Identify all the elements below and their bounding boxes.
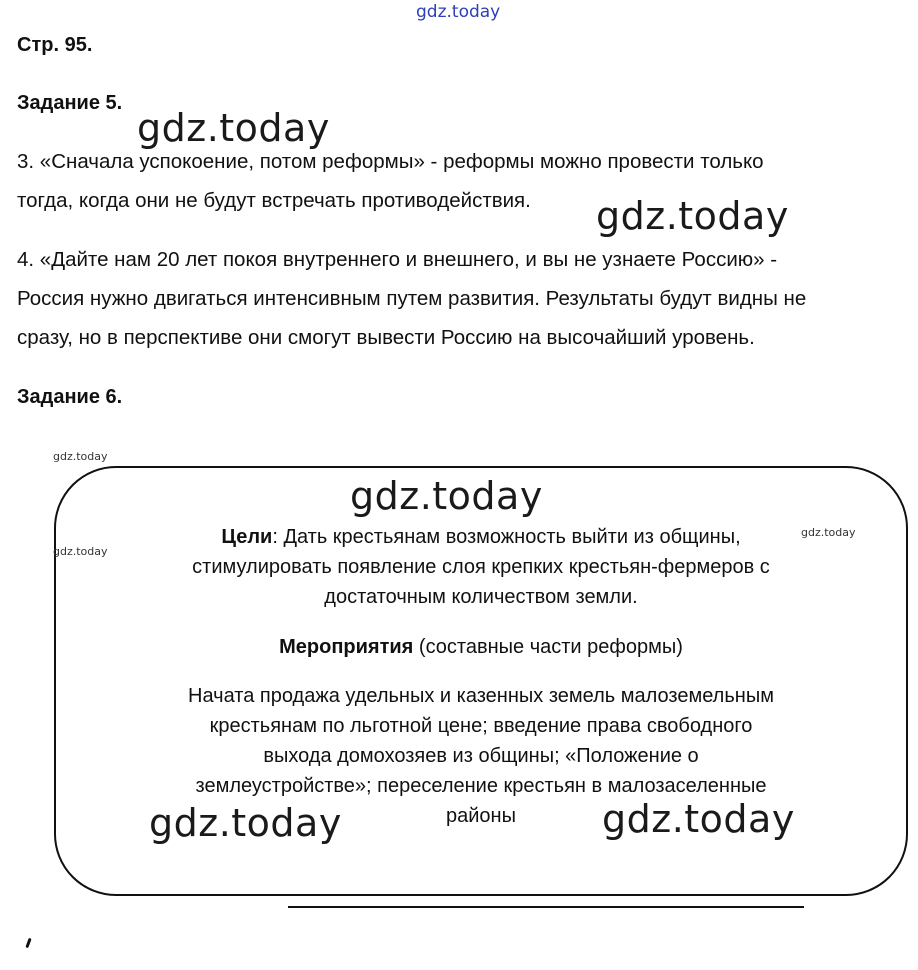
measures-line3: выхода домохозяев из общины; «Положение о bbox=[263, 745, 699, 767]
watermark-large-3: gdz.today bbox=[350, 474, 543, 518]
box-bottom-line bbox=[288, 906, 804, 908]
goals-label: Цели bbox=[221, 526, 273, 548]
goals-line2: стимулировать появление слоя крепких крестьян-фермеров с bbox=[192, 556, 770, 578]
watermark-large-5: gdz.today bbox=[602, 797, 795, 841]
task5-heading: Задание 5. bbox=[17, 92, 123, 114]
goals-line1-text: : Дать крестьянам возможность выйти из общины, bbox=[272, 526, 741, 548]
measures-line2: крестьянам по льготной цене; введение права свободного bbox=[209, 715, 753, 737]
task5-item3-line2: тогда, когда они не будут встречать противодействия. bbox=[17, 189, 531, 212]
goals-block bbox=[54, 522, 908, 612]
measures-label: Мероприятия bbox=[279, 636, 414, 658]
watermark-small-2: gdz.today bbox=[53, 545, 108, 558]
watermark-small-1: gdz.today bbox=[53, 450, 108, 463]
stray-mark bbox=[25, 938, 31, 948]
goals-line1 bbox=[54, 522, 908, 552]
measures-heading bbox=[54, 632, 908, 662]
watermark-small-3: gdz.today bbox=[801, 526, 856, 539]
measures-line5: районы bbox=[446, 805, 516, 827]
task5-item4-line1: 4. «Дайте нам 20 лет покоя внутреннего и внешнего, и вы не узнаете Россию» - bbox=[17, 248, 778, 271]
page-reference: Стр. 95. bbox=[17, 34, 93, 56]
measures-label-rest: (составные части реформы) bbox=[413, 636, 683, 658]
watermark-top: gdz.today bbox=[416, 2, 501, 22]
measures-line4: землеустройстве»; переселение крестьян в малозаселенные bbox=[195, 775, 767, 797]
watermark-large-4: gdz.today bbox=[149, 801, 342, 845]
watermark-large-1: gdz.today bbox=[137, 106, 330, 150]
task5-item4-line3: сразу, но в перспективе они смогут вывести Россию на высочайший уровень. bbox=[17, 326, 755, 349]
task5-item4 bbox=[17, 240, 806, 357]
task6-heading: Задание 6. bbox=[17, 386, 123, 408]
task5-item4-line2: Россия нужно двигаться интенсивным путем развития. Результаты будут видны не bbox=[17, 287, 807, 310]
task5-item3-line1: 3. «Сначала успокоение, потом реформы» - реформы можно провести только bbox=[17, 150, 764, 173]
watermark-large-2: gdz.today bbox=[596, 194, 789, 238]
goals-line3: достаточным количеством земли. bbox=[324, 586, 638, 608]
measures-line1: Начата продажа удельных и казенных земель малоземельным bbox=[188, 685, 774, 707]
